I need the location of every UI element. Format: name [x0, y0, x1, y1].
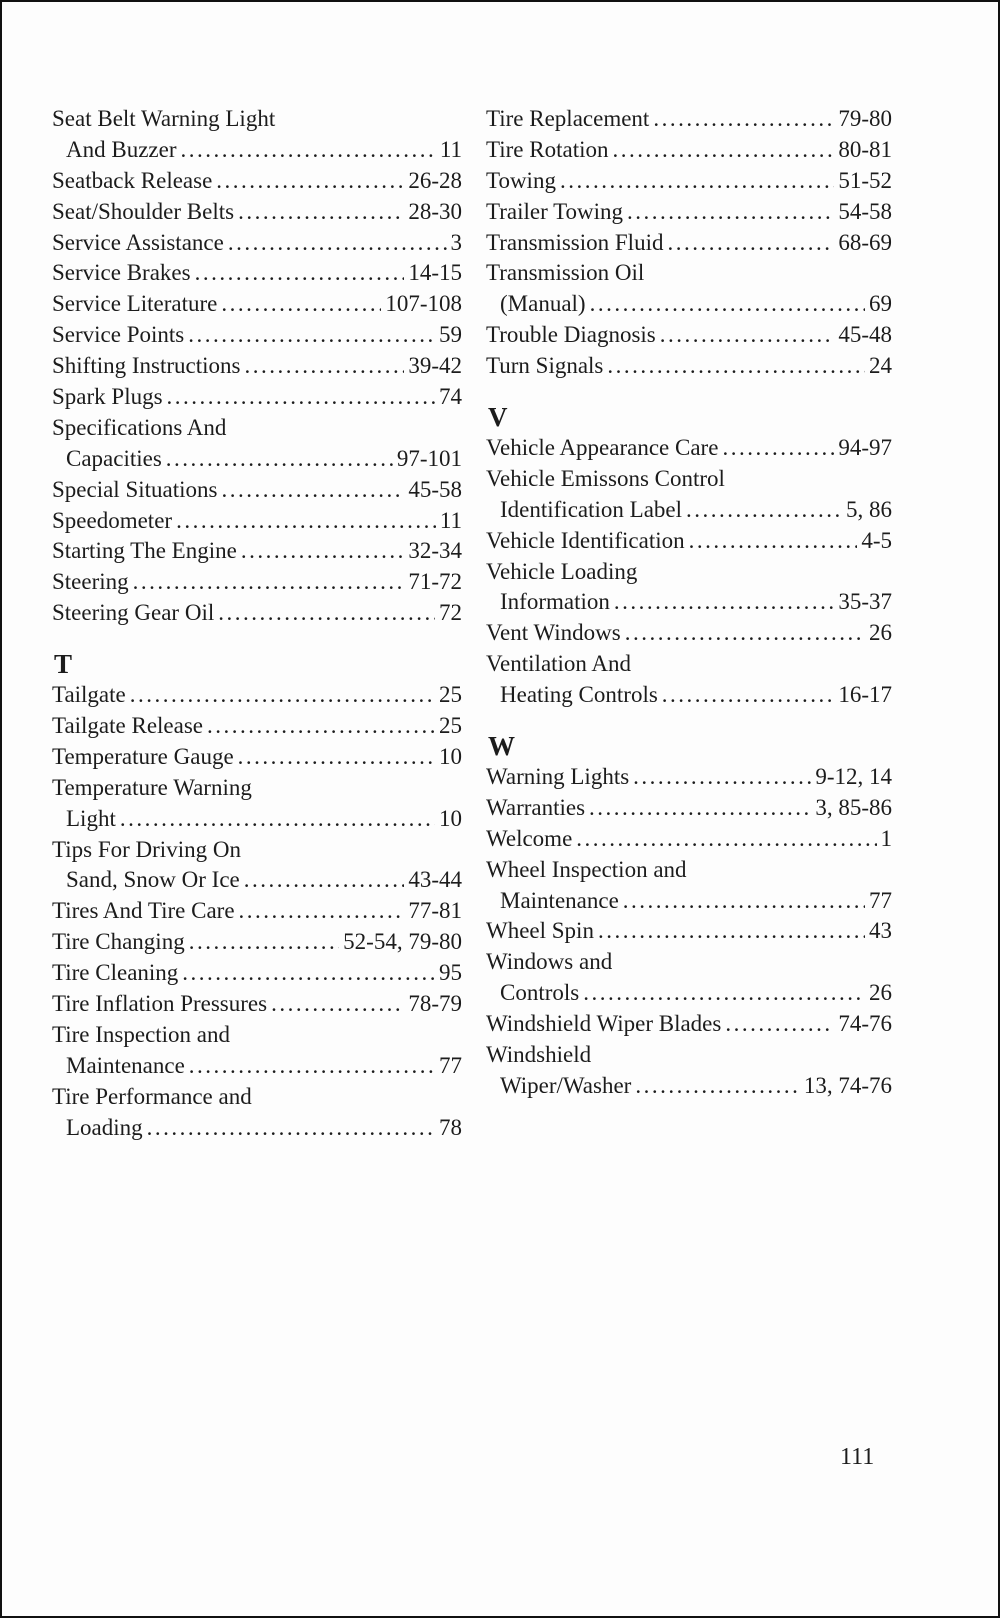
- dot-leader: [689, 526, 858, 557]
- index-term: Spark Plugs: [52, 384, 163, 410]
- index-entry-line: [486, 1071, 892, 1102]
- index-term: Warranties: [486, 794, 586, 820]
- index-term: Shifting Instructions: [52, 353, 241, 379]
- page-reference: 9-12, 14: [815, 764, 892, 790]
- section-letter-heading: T: [54, 649, 73, 680]
- index-entry-line: [486, 680, 892, 711]
- index-term: Wiper/Washer: [500, 1072, 632, 1098]
- index-term: Service Points: [52, 322, 185, 348]
- dot-leader: [662, 680, 835, 711]
- page-reference: 68-69: [838, 229, 892, 255]
- dot-leader: [722, 433, 834, 464]
- index-entry: [486, 351, 892, 382]
- index-entry-line: [486, 978, 892, 1009]
- index-entry: [52, 742, 462, 773]
- index-term: Trouble Diagnosis: [486, 322, 656, 348]
- index-entry: [52, 475, 462, 506]
- dot-leader: [635, 1071, 799, 1102]
- dot-leader: [189, 927, 339, 958]
- index-term: Transmission Oil: [486, 260, 645, 286]
- page-reference: 3: [450, 229, 462, 255]
- index-term: Tire Inspection and: [52, 1021, 231, 1047]
- index-term: Tailgate Release: [52, 713, 204, 739]
- index-entry-line: [52, 382, 462, 413]
- index-entry-line: [52, 197, 462, 228]
- page-reference: 35-37: [838, 589, 892, 615]
- index-entry-line: [52, 896, 462, 927]
- index-entry-line: [52, 536, 462, 567]
- index-entry: [486, 1040, 892, 1102]
- index-term: Tires And Tire Care: [52, 898, 235, 924]
- dot-leader: [653, 104, 834, 135]
- index-entry-line: [52, 958, 462, 989]
- index-term: Seat/Shoulder Belts: [52, 198, 235, 224]
- index-entry-line: [52, 835, 462, 866]
- index-term: Capacities: [66, 445, 162, 471]
- index-entry-line: [52, 742, 462, 773]
- page-reference: 77: [439, 1052, 462, 1078]
- page-reference: 78-79: [408, 991, 462, 1017]
- index-term: Service Literature: [52, 291, 218, 317]
- index-section: [52, 104, 462, 629]
- page-reference: 4-5: [861, 527, 892, 553]
- dot-leader: [590, 289, 865, 320]
- dot-leader: [633, 762, 811, 793]
- index-entry-line: [52, 351, 462, 382]
- page-reference: 11: [439, 136, 462, 162]
- index-entry: [486, 649, 892, 711]
- page-reference: 74: [439, 384, 462, 410]
- index-section: [486, 402, 892, 711]
- dot-leader: [130, 680, 435, 711]
- index-entry: [486, 618, 892, 649]
- index-entry-line: [486, 289, 892, 320]
- index-term: Vehicle Emissons Control: [486, 465, 725, 491]
- index-term: Trailer Towing: [486, 198, 624, 224]
- index-term: And Buzzer: [66, 136, 177, 162]
- index-column-left: [52, 104, 462, 1144]
- dot-leader: [241, 536, 405, 567]
- dot-leader: [218, 598, 435, 629]
- index-entry-line: [486, 197, 892, 228]
- page-reference: 16-17: [838, 682, 892, 708]
- index-entry: [486, 793, 892, 824]
- index-entry: [52, 835, 462, 897]
- dot-leader: [181, 135, 436, 166]
- page-reference: 95: [439, 960, 462, 986]
- index-term: Tips For Driving On: [52, 836, 241, 862]
- index-entry-line: [486, 762, 892, 793]
- index-entry-line: [52, 567, 462, 598]
- dot-leader: [244, 865, 405, 896]
- index-entry-line: [52, 228, 462, 259]
- index-term: Warning Lights: [486, 764, 630, 790]
- dot-leader: [607, 351, 865, 382]
- index-term: Loading: [66, 1114, 143, 1140]
- index-entry-line: [486, 433, 892, 464]
- index-entry-line: [486, 793, 892, 824]
- index-term: Tire Cleaning: [52, 960, 179, 986]
- index-entry-line: [52, 1082, 462, 1113]
- index-entry: [52, 567, 462, 598]
- index-entry-line: [52, 927, 462, 958]
- section-letter-heading: V: [488, 402, 508, 433]
- index-section: [486, 104, 892, 382]
- index-entry-line: [52, 104, 462, 135]
- index-entry-line: [486, 649, 892, 680]
- dot-leader: [686, 495, 842, 526]
- page-reference: 107-108: [385, 291, 462, 317]
- index-entry: [486, 228, 892, 259]
- index-term: Ventilation And: [486, 651, 632, 677]
- index-section: [486, 731, 892, 1102]
- page-reference: 52-54, 79-80: [343, 929, 462, 955]
- dot-leader: [244, 351, 404, 382]
- index-entry: [52, 1082, 462, 1144]
- index-entry-line: [486, 855, 892, 886]
- dot-leader: [576, 824, 876, 855]
- index-entry-line: [52, 1051, 462, 1082]
- index-term: Light: [66, 805, 116, 831]
- dot-leader: [725, 1009, 834, 1040]
- index-entry-line: [486, 1009, 892, 1040]
- page-reference: 97-101: [396, 445, 462, 471]
- dot-leader: [667, 228, 834, 259]
- index-term: Seatback Release: [52, 167, 213, 193]
- index-entry-line: [52, 135, 462, 166]
- index-term: Temperature Gauge: [52, 743, 234, 769]
- dot-leader: [612, 135, 834, 166]
- index-term: Tire Inflation Pressures: [52, 991, 268, 1017]
- dot-leader: [133, 567, 405, 598]
- dot-leader: [195, 258, 405, 289]
- page-reference: 26: [869, 980, 892, 1006]
- dot-leader: [627, 197, 834, 228]
- index-entry: [486, 855, 892, 917]
- index-entry: [52, 927, 462, 958]
- index-entry: [486, 135, 892, 166]
- page-reference: 10: [439, 805, 462, 831]
- index-entry-line: [486, 557, 892, 588]
- index-entry-line: [486, 587, 892, 618]
- index-entry-line: [52, 289, 462, 320]
- index-entry: [52, 1020, 462, 1082]
- page-reference: 10: [439, 743, 462, 769]
- page-reference: 77: [869, 887, 892, 913]
- index-entry: [52, 989, 462, 1020]
- index-term: Tire Changing: [52, 929, 185, 955]
- dot-leader: [221, 475, 404, 506]
- dot-leader: [583, 978, 865, 1009]
- dot-leader: [625, 618, 865, 649]
- index-entry-line: [52, 1113, 462, 1144]
- page-reference: 45-58: [408, 476, 462, 502]
- index-entry-line: [486, 886, 892, 917]
- index-entry: [52, 896, 462, 927]
- page-reference: 78: [439, 1114, 462, 1140]
- index-term: Service Brakes: [52, 260, 191, 286]
- index-entry-line: [486, 495, 892, 526]
- index-term: Service Assistance: [52, 229, 224, 255]
- index-entry-line: [486, 916, 892, 947]
- page-reference: 1: [880, 825, 892, 851]
- index-entry: [486, 824, 892, 855]
- index-entry-line: [486, 258, 892, 289]
- index-entry: [52, 958, 462, 989]
- page-reference: 59: [439, 322, 462, 348]
- page-reference: 25: [439, 682, 462, 708]
- index-section: [52, 649, 462, 1143]
- index-term: Identification Label: [500, 496, 683, 522]
- page-reference: 26-28: [408, 167, 462, 193]
- dot-leader: [560, 166, 834, 197]
- page-reference: 43: [869, 918, 892, 944]
- page-reference: 24: [869, 353, 892, 379]
- page-reference: 26: [869, 620, 892, 646]
- index-entry-line: [52, 166, 462, 197]
- dot-leader: [167, 382, 435, 413]
- index-term: Towing: [486, 167, 556, 193]
- dot-leader: [166, 444, 393, 475]
- index-entry-line: [486, 135, 892, 166]
- dot-leader: [147, 1113, 435, 1144]
- page-reference: 13, 74-76: [803, 1072, 892, 1098]
- index-entry-line: [52, 475, 462, 506]
- index-entry: [486, 464, 892, 526]
- index-entry-line: [486, 526, 892, 557]
- index-entry-line: [52, 444, 462, 475]
- page-reference: 72: [439, 600, 462, 626]
- index-entry-line: [486, 947, 892, 978]
- page-reference: 11: [439, 507, 462, 533]
- index-entry: [486, 762, 892, 793]
- page-reference: 51-52: [838, 167, 892, 193]
- dot-leader: [660, 320, 835, 351]
- index-term: Vent Windows: [486, 620, 621, 646]
- dot-leader: [120, 804, 435, 835]
- index-term: Tire Performance and: [52, 1083, 252, 1109]
- index-entry-line: [486, 351, 892, 382]
- index-term: Turn Signals: [486, 353, 604, 379]
- dot-leader: [207, 711, 435, 742]
- page-reference: 45-48: [838, 322, 892, 348]
- index-entry-line: [52, 989, 462, 1020]
- index-entry-line: [52, 320, 462, 351]
- index-entry-line: [52, 773, 462, 804]
- index-term: Wheel Inspection and: [486, 856, 687, 882]
- dot-leader: [221, 289, 381, 320]
- index-term: Wheel Spin: [486, 918, 594, 944]
- page-reference: 43-44: [408, 867, 462, 893]
- index-entry-line: [486, 618, 892, 649]
- index-entry: [52, 351, 462, 382]
- index-term: Information: [500, 589, 610, 615]
- index-entry: [486, 104, 892, 135]
- index-entry-line: [486, 104, 892, 135]
- index-term: Tire Replacement: [486, 106, 650, 131]
- index-term: Starting The Engine: [52, 538, 237, 564]
- index-term: Heating Controls: [500, 682, 658, 708]
- index-entry: [52, 680, 462, 711]
- index-term: Vehicle Appearance Care: [486, 435, 719, 461]
- index-entry: [52, 197, 462, 228]
- dot-leader: [228, 228, 447, 259]
- dot-leader: [614, 587, 834, 618]
- page-reference: 79-80: [838, 106, 892, 131]
- index-entry: [52, 382, 462, 413]
- index-entry-line: [52, 865, 462, 896]
- page-number: 111: [840, 1444, 875, 1470]
- index-entry: [52, 258, 462, 289]
- index-term: Steering: [52, 569, 129, 595]
- index-term: Windows and: [486, 949, 613, 975]
- page-reference: 77-81: [408, 898, 462, 924]
- index-term: Maintenance: [500, 887, 619, 913]
- page-reference: 32-34: [408, 538, 462, 564]
- index-term: Controls: [500, 980, 580, 1006]
- page-reference: 71-72: [408, 569, 462, 595]
- index-term: Windshield: [486, 1042, 592, 1068]
- index-entry: [52, 104, 462, 166]
- index-entry: [52, 228, 462, 259]
- index-entry: [52, 413, 462, 475]
- index-term: Vehicle Loading: [486, 558, 638, 584]
- index-entry: [486, 320, 892, 351]
- index-term: Welcome: [486, 825, 573, 851]
- index-entry-line: [486, 824, 892, 855]
- index-term: Vehicle Identification: [486, 527, 685, 553]
- index-entry-line: [52, 413, 462, 444]
- index-entry-line: [486, 464, 892, 495]
- dot-leader: [189, 1051, 435, 1082]
- dot-leader: [623, 886, 865, 917]
- page-reference: 5, 86: [846, 496, 892, 522]
- index-entry: [486, 947, 892, 1009]
- page-reference: 74-76: [838, 1011, 892, 1037]
- index-entry-line: [52, 258, 462, 289]
- index-entry: [52, 773, 462, 835]
- index-entry: [486, 166, 892, 197]
- dot-leader: [188, 320, 435, 351]
- page-reference: 14-15: [408, 260, 462, 286]
- index-entry: [52, 166, 462, 197]
- index-entry-line: [52, 711, 462, 742]
- index-entry: [486, 1009, 892, 1040]
- section-letter-heading: W: [488, 731, 515, 762]
- index-term: Transmission Fluid: [486, 229, 664, 255]
- index-term: Tire Rotation: [486, 136, 609, 162]
- page-reference: 39-42: [408, 353, 462, 379]
- index-term: Tailgate: [52, 682, 126, 708]
- page-reference: 3, 85-86: [815, 794, 892, 820]
- page-reference: 80-81: [838, 136, 892, 162]
- index-entry-line: [486, 320, 892, 351]
- index-entry-line: [52, 506, 462, 537]
- index-entry: [486, 557, 892, 619]
- index-term: Sand, Snow Or Ice: [66, 867, 240, 893]
- index-entry: [52, 506, 462, 537]
- dot-leader: [271, 989, 404, 1020]
- index-entry-line: [52, 804, 462, 835]
- index-entry-line: [486, 166, 892, 197]
- index-term: Temperature Warning: [52, 774, 252, 800]
- index-term: Seat Belt Warning Light: [52, 106, 276, 131]
- index-entry: [486, 197, 892, 228]
- index-entry-line: [52, 1020, 462, 1051]
- page-reference: 28-30: [408, 198, 462, 224]
- dot-leader: [239, 896, 405, 927]
- index-column-right: [486, 104, 892, 1102]
- index-entry: [486, 526, 892, 557]
- index-entry: [486, 258, 892, 320]
- page-reference: 54-58: [838, 198, 892, 224]
- index-entry: [486, 433, 892, 464]
- page-reference: 94-97: [838, 435, 892, 461]
- index-entry-line: [52, 680, 462, 711]
- index-entry-line: [52, 598, 462, 629]
- index-entry-line: [486, 228, 892, 259]
- index-entry: [52, 536, 462, 567]
- index-entry: [52, 289, 462, 320]
- dot-leader: [589, 793, 811, 824]
- dot-leader: [182, 958, 435, 989]
- page-reference: 69: [869, 291, 892, 317]
- index-term: Speedometer: [52, 507, 173, 533]
- dot-leader: [176, 506, 436, 537]
- index-entry: [486, 916, 892, 947]
- index-term: Maintenance: [66, 1052, 185, 1078]
- index-term: (Manual): [500, 291, 586, 317]
- dot-leader: [238, 742, 435, 773]
- index-entry: [52, 598, 462, 629]
- dot-leader: [238, 197, 404, 228]
- index-term: Special Situations: [52, 476, 218, 502]
- index-entry: [52, 711, 462, 742]
- index-entry: [52, 320, 462, 351]
- index-term: Specifications And: [52, 414, 227, 440]
- index-term: Steering Gear Oil: [52, 600, 215, 626]
- dot-leader: [216, 166, 404, 197]
- page-reference: 25: [439, 713, 462, 739]
- dot-leader: [598, 916, 865, 947]
- index-entry-line: [486, 1040, 892, 1071]
- index-term: Windshield Wiper Blades: [486, 1011, 722, 1037]
